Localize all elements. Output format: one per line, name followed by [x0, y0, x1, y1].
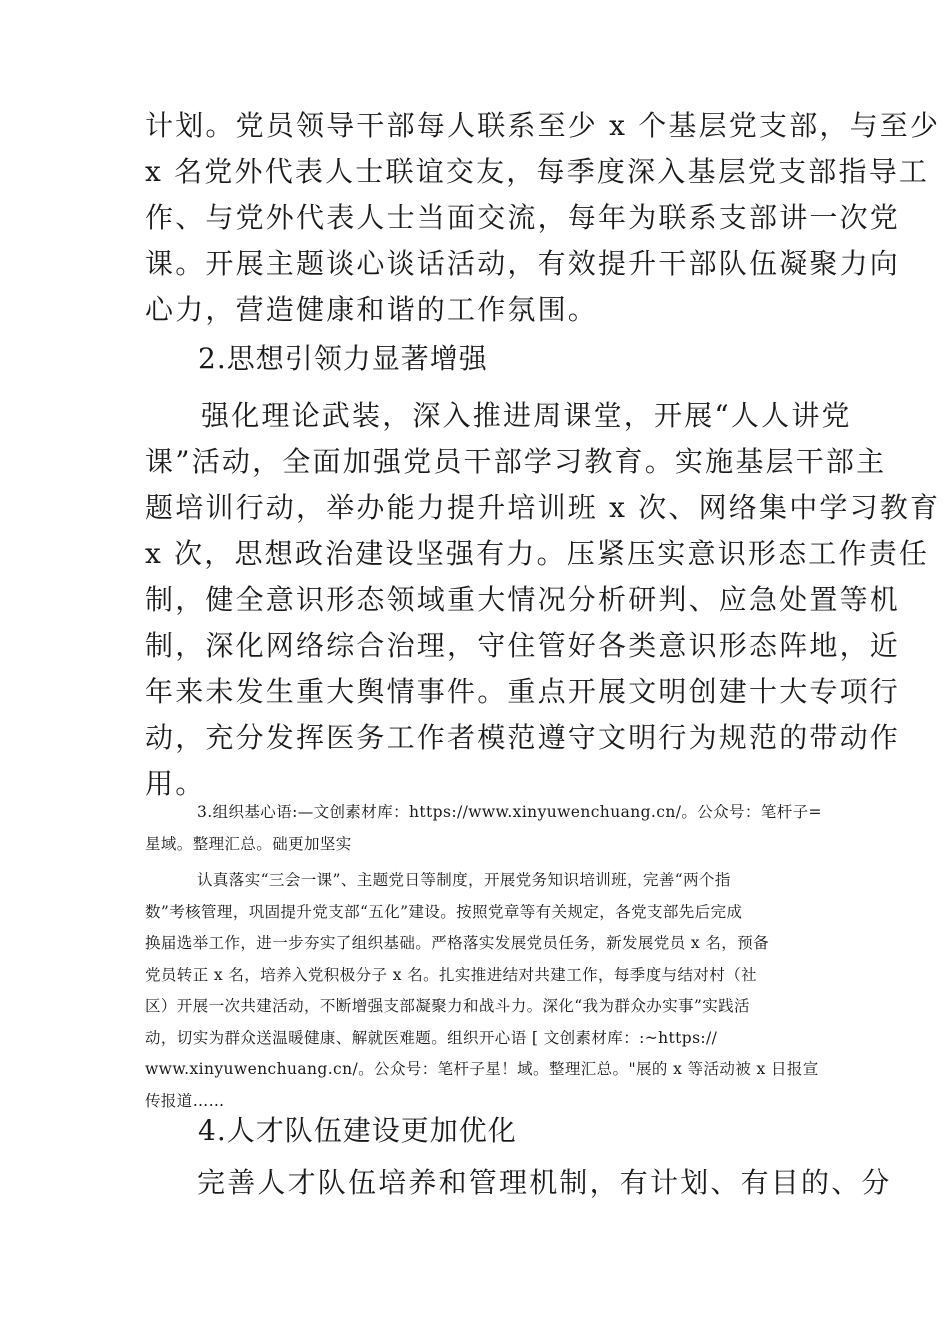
section-heading-3 [145, 797, 822, 860]
text-line: 课”活动，全面加强党员干部学习教育。实施基层干部主 [145, 445, 887, 478]
paragraph-ideological-leadership [145, 393, 941, 807]
text-line: 心力，营造健康和谐的工作氛围。 [145, 293, 599, 326]
text-line: 制，健全意识形态领域重大情况分析研判、应急处置等机 [145, 583, 901, 616]
text-line: 星域。整理汇总。础更加坚实 [145, 834, 352, 853]
paragraph-talent-team [145, 1160, 892, 1206]
text-line: 制，深化网络综合治理，守住管好各类意识形态阵地，近 [145, 629, 901, 662]
text-line: 完善人才队伍培养和管理机制，有计划、有目的、分 [197, 1166, 892, 1199]
text-line: 换届选举工作，进一步夯实了组织基础。严格落实发展党员任务，新发展党员 x 名，预备 [145, 934, 769, 952]
text-line: 计划。党员领导干部每人联系至少 x 个基层党支部，与至少 [145, 109, 941, 142]
paragraph-organization [145, 865, 819, 1117]
text-line: 用。 [145, 767, 206, 800]
paragraph-party-contact [145, 103, 941, 333]
text-line: 强化理论武装，深入推进周课堂，开展“人人讲党 [201, 399, 852, 432]
text-line: 传报道…… [145, 1091, 225, 1110]
text-line: 年来未发生重大舆情事件。重点开展文明创建十大专项行 [145, 675, 901, 708]
text-line: x 名党外代表人士联谊交友，每季度深入基层党支部指导工 [145, 155, 930, 188]
text-line: 题培训行动，举办能力提升培训班 x 次、网络集中学习教育 [145, 491, 941, 524]
text-line: x 次，思想政治建设坚强有力。压紧压实意识形态工作责任 [145, 537, 930, 570]
text-line: 作、与党外代表人士当面交流，每年为联系支部讲一次党 [145, 201, 901, 234]
text-line: 区）开展一次共建活动，不断增强支部凝聚力和战斗力。深化“我为群众办实事”实践活 [145, 997, 750, 1015]
text-line: 动，切实为群众送温暖健康、解就医难题。组织开心语 [ 文创素材库：:~https:// [145, 1028, 718, 1047]
text-line: 动，充分发挥医务工作者模范遵守文明行为规范的带动作 [145, 721, 901, 754]
text-line: 认真落实“三会一课”、主题党日等制度，开展党务知识培训班，完善“两个指 [197, 871, 731, 889]
text-line: 党员转正 x 名，培养入党积极分子 x 名。扎实推进结对共建工作，每季度与结对村（社 [145, 965, 757, 984]
section-heading-4: 4.人才队伍建设更加优化 [198, 1114, 517, 1147]
text-line: 3.组织基心语:—文创素材库：https://www.xinyuwenchuang.cn/。公众号：笔杆子= [197, 803, 822, 821]
text-line: www.xinyuwenchuang.cn/。公众号：笔杆子星！域。整理汇总。"展的 x 等活动被 x 日报宣 [145, 1060, 819, 1078]
section-heading-2: 2.思想引领力显著增强 [198, 342, 488, 375]
text-line: 数”考核管理，巩固提升党支部“五化”建设。按照党章等有关规定，各党支部先后完成 [145, 902, 743, 921]
text-line: 课。开展主题谈心谈话活动，有效提升干部队伍凝聚力向 [145, 247, 901, 280]
